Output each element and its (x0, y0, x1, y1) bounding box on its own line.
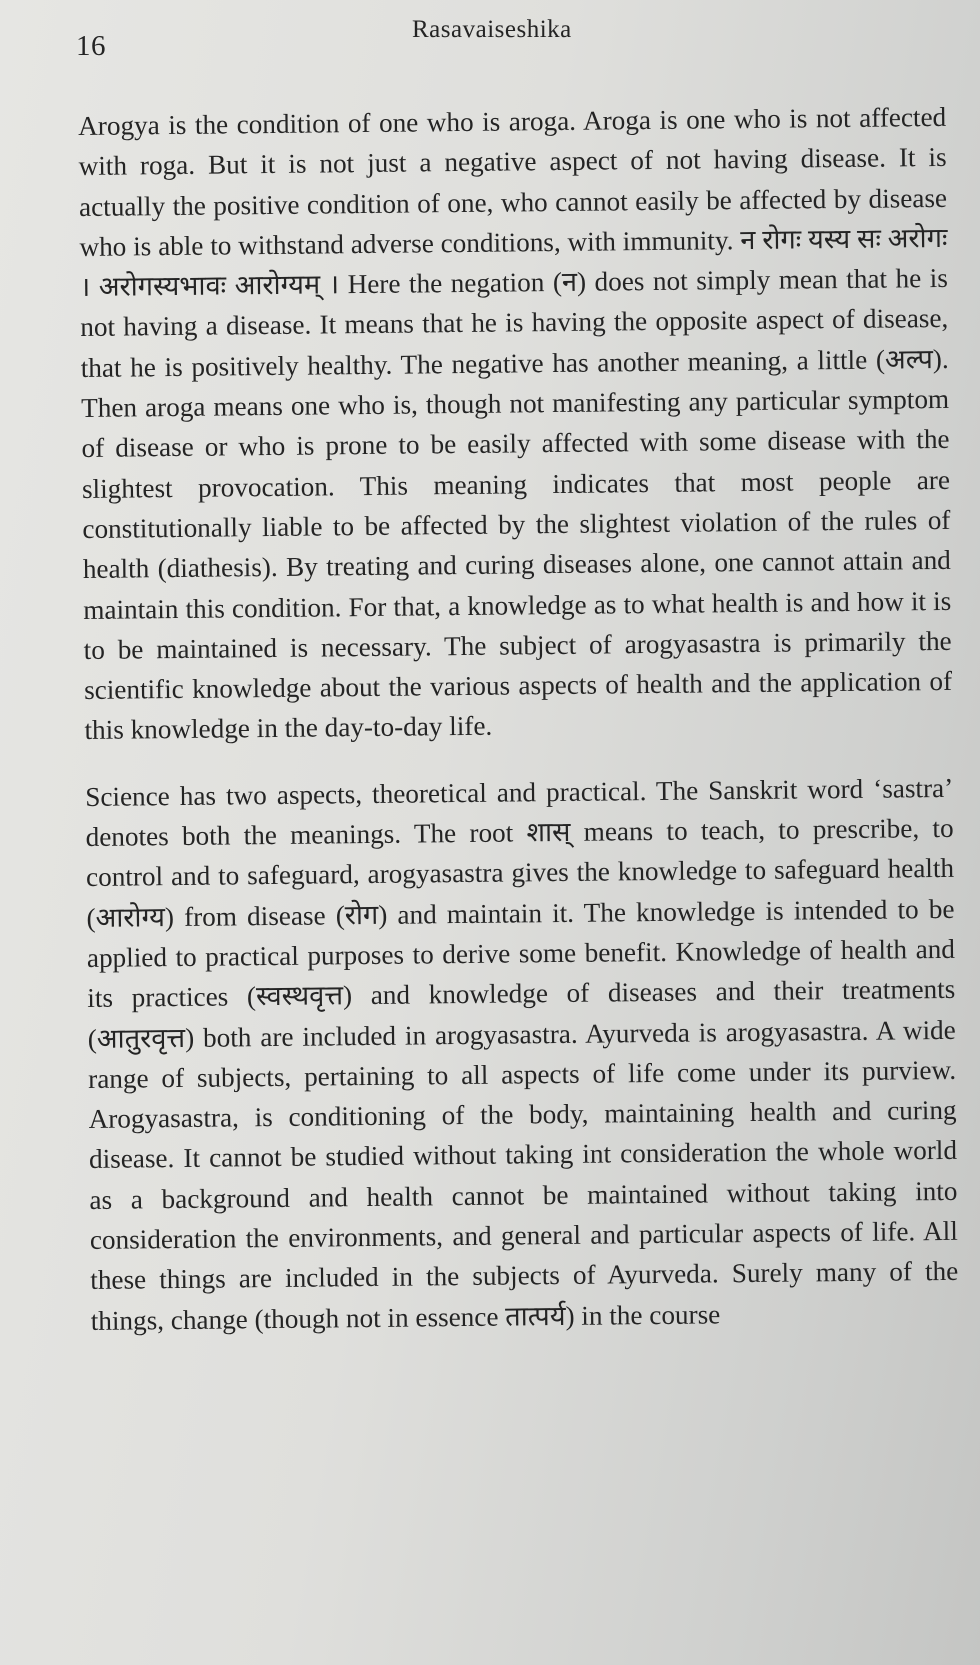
page-number: 16 (76, 30, 106, 62)
running-title: Rasavaiseshika (412, 16, 572, 43)
paragraph-arogya: Arogya is the condition of one who is aroga. Aroga is one who is not affected with roga. But it is not just a negative aspect of not having disease. It is actually the positive condition of one, who cannot easily be affected by disease who is able to withstand adverse conditions, with immunity. न रोगः यस्य सः अरोगः । अरोगस्यभावः आरोग्यम् । Here the negation (न) does not simply mean that he is not having a disease. It means that he is having the opposite aspect of disease, that he is positively healthy. The negative has another meaning, a little (अल्प). Then aroga means one who is, though not manifesting any particular symptom of disease or who is prone to be easily affected with some disease with the slightest provocation. This meaning indicates that most people are constitutionally liable to be affected by the slightest violation of the rules of health (diathesis). By treating and curing diseases alone, one cannot attain and maintain this condition. For that, a knowledge as to what health is and how it is to be maintained is necessary. The subject of arogyasastra is primarily the scientific knowledge about the various aspects of health and the application of this knowledge in the day-to-day life. (78, 101, 953, 746)
body-text (78, 97, 959, 1341)
paragraph-science: Science has two aspects, theoretical and practical. The Sanskrit word ‘sastra’ denotes both the meanings. The root शास् means to teach, to prescribe, to control and to safeguard, arogyasastra gives the knowledge to safeguard health (आरोग्य) from disease (रोग) and maintain it. The knowledge is intended to be applied to practical purposes to derive some benefit. Knowledge of health and its practices (स्वस्थवृत्त) and knowledge of diseases and their treatments (आतुरवृत्त) both are included in arogyasastra. Ayurveda is arogyasastra. A wide range of subjects, pertaining to all aspects of life come under its purview. Arogyasastra, is conditioning of the body, maintaining health and curing disease. It cannot be studied without taking int consideration the whole world as a background and health cannot be maintained without taking into consideration the environments, and general and particular aspects of life. All these things are included in the subjects of Ayurveda. Surely many of the things, change (though not in essence तात्पर्य) in the course (85, 772, 959, 1336)
